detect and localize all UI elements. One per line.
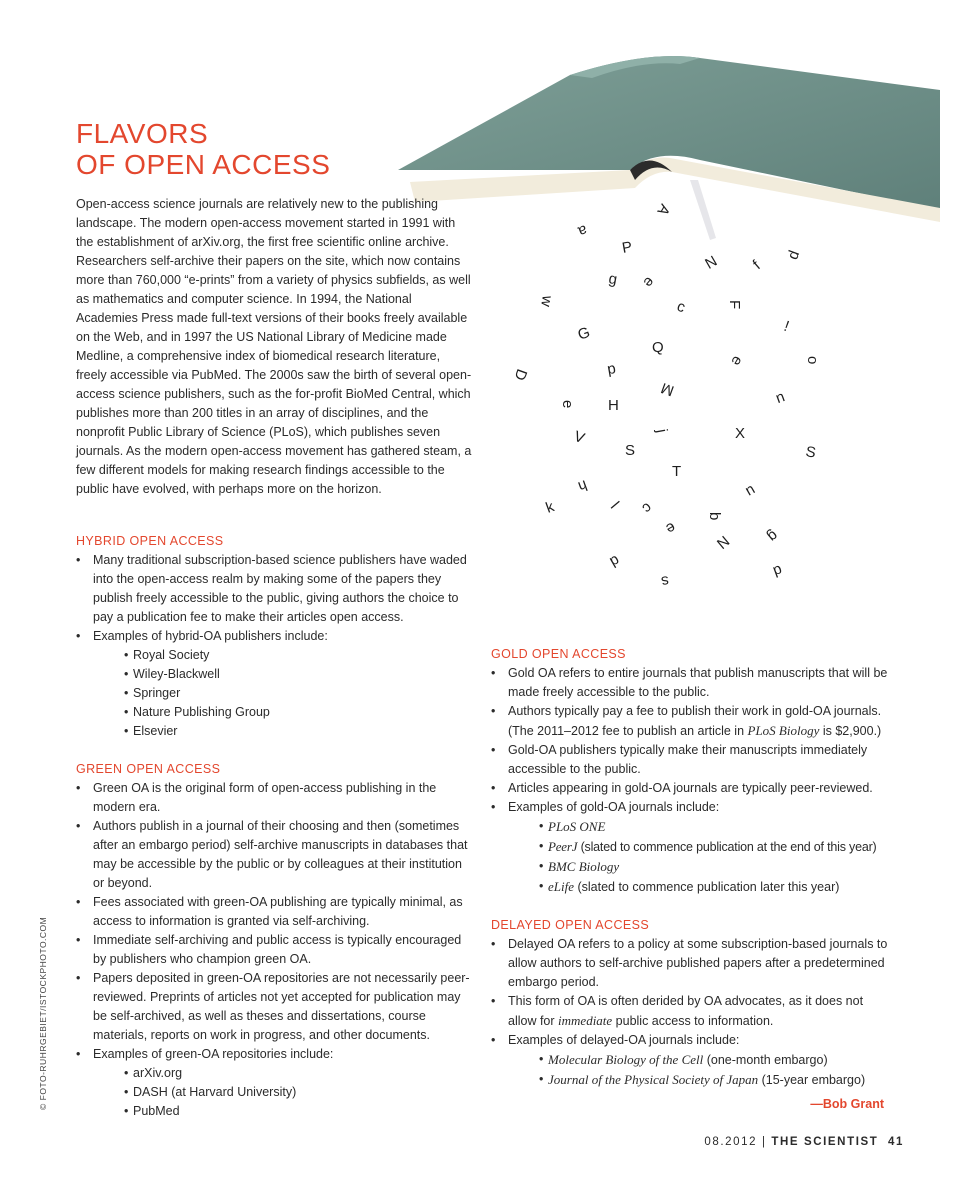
svg-text:N: N [713, 531, 733, 552]
page-number: 41 [888, 1136, 904, 1148]
article-title [76, 118, 330, 180]
svg-text:H: H [608, 397, 619, 414]
list-item: • Examples of delayed-OA journals include: [491, 1031, 891, 1050]
svg-text:P: P [620, 238, 634, 257]
svg-text:G: G [575, 323, 593, 344]
svg-text:j: j [653, 427, 671, 434]
hybrid-examples [76, 646, 476, 741]
list-item: • Examples of green-OA repositories include: [76, 1045, 476, 1064]
svg-text:e: e [662, 518, 679, 538]
svg-text:S: S [625, 442, 636, 459]
list-item: • PLoS ONE [539, 817, 891, 837]
list-item: • DASH (at Harvard University) [124, 1083, 476, 1102]
svg-text:w: w [537, 294, 556, 308]
list-item: • Nature Publishing Group [124, 703, 476, 722]
svg-text:h: h [575, 476, 590, 496]
list-item: • Authors typically pay a fee to publish their work in gold-OA journals. (The 2011–2012 fee to publish an article in PLoS Biology is $2,900.) [491, 702, 891, 741]
list-item: • Articles appearing in gold-OA journals are typically peer-reviewed. [491, 779, 891, 798]
green-section [76, 760, 476, 1121]
list-item: • Examples of hybrid-OA publishers include: [76, 627, 476, 646]
hybrid-section [76, 532, 476, 741]
svg-text:f: f [749, 257, 764, 274]
gold-examples [491, 817, 891, 897]
list-item: • Authors publish in a journal of their choosing and then (sometimes after an embargo period) self-archive manuscripts in databases that may be accessible by the public or by colleagues at their institution or beyond. [76, 817, 476, 893]
svg-text:S: S [804, 443, 818, 462]
svg-text:e: e [727, 353, 747, 369]
svg-text:c: c [638, 498, 656, 517]
svg-text:s: s [659, 572, 671, 591]
svg-text:u: u [773, 389, 788, 409]
svg-text:d: d [770, 561, 785, 581]
svg-text:F: F [726, 300, 743, 310]
list-item: • BMC Biology [539, 857, 891, 877]
svg-text:X: X [735, 425, 746, 442]
delayed-list [491, 935, 891, 1050]
svg-text:!: ! [781, 317, 792, 336]
list-item: • PeerJ (slated to commence publication at the end of this year) [539, 837, 891, 857]
svg-text:D: D [510, 366, 531, 383]
svg-text:a: a [575, 221, 590, 241]
list-item: • arXiv.org [124, 1064, 476, 1083]
svg-text:A: A [653, 201, 674, 219]
list-item: • This form of OA is often derided by OA advocates, as it does not allow for immediate public access to information. [491, 992, 891, 1031]
svg-text:N: N [701, 251, 720, 272]
svg-text:p: p [785, 248, 805, 263]
svg-text:o: o [804, 356, 821, 365]
list-item: • eLife (slated to commence publication later this year) [539, 877, 891, 897]
gold-list [491, 664, 891, 817]
delayed-heading: DELAYED OPEN ACCESS [491, 918, 650, 932]
green-examples [76, 1064, 476, 1121]
photo-credit: © FOTO-RUHRGEBIET/ISTOCKPHOTO.COM [38, 916, 48, 1110]
list-item: • Delayed OA refers to a policy at some subscription-based journals to allow authors to self-archive published papers after a predetermined embargo period. [491, 935, 891, 992]
list-item: • Elsevier [124, 722, 476, 741]
hybrid-list [76, 551, 476, 646]
svg-text:g: g [764, 526, 782, 546]
falling-letters [510, 201, 821, 590]
list-item: • Fees associated with green-OA publishing are typically minimal, as access to information is granted via self-archiving. [76, 893, 476, 931]
list-item: • Springer [124, 684, 476, 703]
list-item: • Papers deposited in green-OA repositories are not necessarily peer-reviewed. Preprints of articles not yet accepted for publication may be self-archived, as well as theses and dissertations, course materials, reports on work in progress, and other documents. [76, 969, 476, 1045]
right-column [491, 645, 891, 1090]
title-line-1: FLAVORS [76, 118, 209, 149]
list-item: • Examples of gold-OA journals include: [491, 798, 891, 817]
magazine-name: THE SCIENTIST [771, 1136, 879, 1148]
delayed-examples [491, 1050, 891, 1090]
list-item: • Molecular Biology of the Cell (one-month embargo) [539, 1050, 891, 1070]
list-item: • PubMed [124, 1102, 476, 1121]
green-list [76, 779, 476, 1064]
author-byline: —Bob Grant [810, 1097, 884, 1111]
svg-text:Q: Q [652, 339, 664, 356]
intro-paragraph: Open-access science journals are relatively new to the publishing landscape. The modern open-access movement started in 1991 with the establishment of arXiv.org, the first free scientific online archive. Researchers self-archive their papers on the site, which now contains more than 760,000 “e-prints” from a variety of physics subfields, as well as mathematics and computer science. In 1994, the National Academies Press made full-text versions of their books freely available on the Web, and in 1997 the US National Library of Medicine made Medline, a comprehensive index of biomedical research literature, freely accessible via PubMed. The 2000s saw the birth of several open-access science publishers, such as the for-profit BioMed Central, which publishes more than 200 titles in an array of disciplines, and the nonprofit Public Library of Science (PLoS), which publishes seven journals. As the modern open-access movement has gathered steam, a few different models for making research findings accessible to the public have evolved, with perhaps more on the horizon. [76, 197, 472, 496]
svg-text:c: c [674, 297, 688, 317]
svg-text:M: M [658, 378, 677, 400]
title-line-2: OF OPEN ACCESS [76, 149, 331, 180]
svg-text:V: V [571, 427, 587, 448]
left-column [76, 532, 476, 1121]
hybrid-heading: HYBRID OPEN ACCESS [76, 534, 224, 548]
svg-text:k: k [543, 498, 557, 517]
svg-text:b: b [706, 512, 723, 521]
delayed-section [491, 916, 891, 1090]
issue-date: 08.2012 [704, 1136, 758, 1148]
svg-text:g: g [607, 270, 619, 289]
svg-text:d: d [606, 551, 623, 571]
gold-section [491, 645, 891, 897]
list-item: • Wiley-Blackwell [124, 665, 476, 684]
green-heading: GREEN OPEN ACCESS [76, 762, 221, 776]
svg-text:e: e [559, 400, 576, 409]
svg-text:l: l [606, 498, 623, 513]
list-item: • Gold OA refers to entire journals that publish manuscripts that will be made freely accessible to the public. [491, 664, 891, 702]
list-item: • Immediate self-archiving and public access is typically encouraged by publishers who champion green OA. [76, 931, 476, 969]
list-item: • Royal Society [124, 646, 476, 665]
list-item: • Green OA is the original form of open-access publishing in the modern era. [76, 779, 476, 817]
list-item: • Gold-OA publishers typically make their manuscripts immediately accessible to the public. [491, 741, 891, 779]
svg-text:d: d [606, 361, 618, 380]
svg-text:e: e [639, 273, 658, 291]
svg-text:T: T [672, 463, 682, 480]
page-footer: 08.2012 | THE SCIENTIST 41 [704, 1136, 904, 1148]
svg-text:u: u [742, 481, 759, 501]
list-item: • Many traditional subscription-based science publishers have waded into the open-access realm by making some of the papers they publish freely accessible to the public, giving authors the choice to pay a publication fee to make their articles open access. [76, 551, 476, 627]
gold-heading: GOLD OPEN ACCESS [491, 647, 626, 661]
list-item: • Journal of the Physical Society of Japan (15-year embargo) [539, 1070, 891, 1090]
